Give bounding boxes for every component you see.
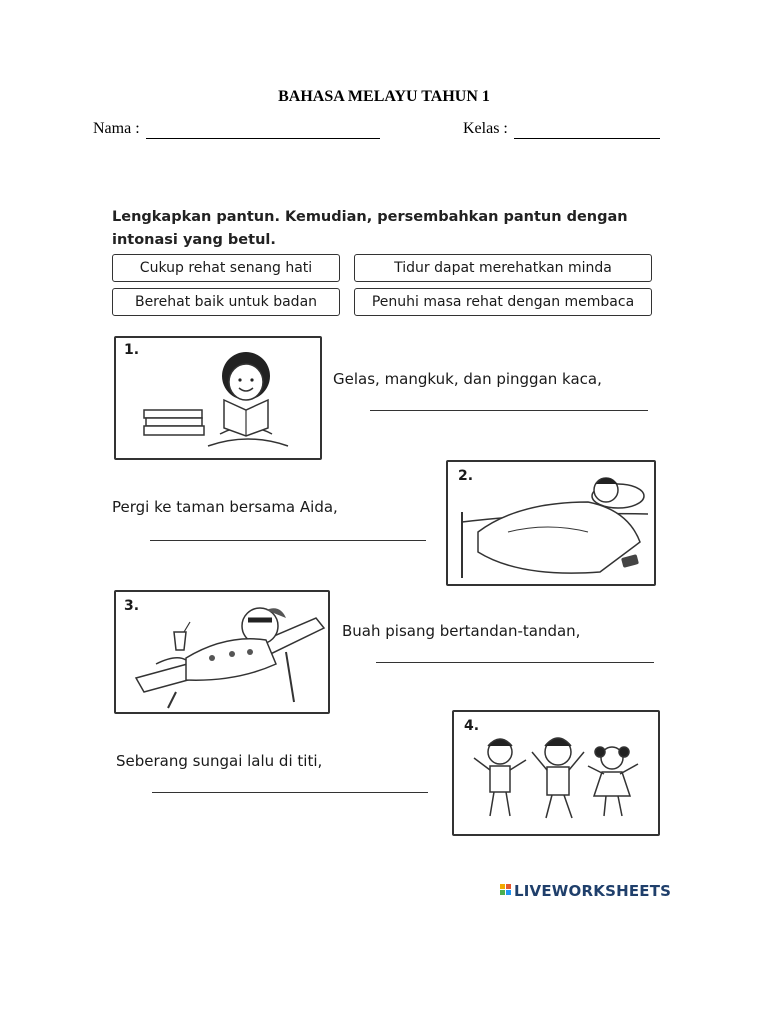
pantun-line-3: Buah pisang bertandan-tandan,	[342, 622, 581, 640]
man-relaxing-illustration	[116, 592, 328, 712]
pantun-line-2: Pergi ke taman bersama Aida,	[112, 498, 338, 516]
instruction-text: Lengkapkan pantun. Kemudian, persembahkan pantun dengan intonasi yang betul.	[112, 209, 628, 248]
option-card: Tidur dapat merehatkan minda	[354, 254, 652, 282]
kelas-field-line[interactable]	[514, 138, 660, 139]
item-number: 3.	[124, 598, 140, 614]
picture-girl-reading	[114, 336, 322, 460]
option-card: Berehat baik untuk badan	[112, 288, 340, 316]
liveworksheets-brand: LIVEWORKSHEETS	[514, 882, 672, 900]
page-title: BAHASA MELAYU TAHUN 1	[278, 88, 490, 105]
item-number: 1.	[124, 342, 140, 358]
answer-line-4[interactable]	[152, 792, 428, 793]
answer-line-1[interactable]	[370, 410, 648, 411]
children-illustration	[454, 712, 658, 834]
nama-label: Nama :	[93, 120, 140, 137]
pantun-line-4: Seberang sungai lalu di titi,	[116, 752, 323, 770]
answer-line-2[interactable]	[150, 540, 426, 541]
boy-sleeping-illustration	[448, 462, 654, 584]
item-number: 2.	[458, 468, 474, 484]
nama-field-line[interactable]	[146, 138, 380, 139]
picture-children-playing	[452, 710, 660, 836]
kelas-label: Kelas :	[463, 120, 508, 137]
picture-boy-sleeping	[446, 460, 656, 586]
option-card: Penuhi masa rehat dengan membaca	[354, 288, 652, 316]
item-number: 4.	[464, 718, 480, 734]
liveworksheets-logo-icon	[500, 884, 512, 896]
pantun-line-1: Gelas, mangkuk, dan pinggan kaca,	[333, 370, 602, 388]
girl-reading-illustration	[116, 338, 320, 458]
answer-line-3[interactable]	[376, 662, 654, 663]
option-card: Cukup rehat senang hati	[112, 254, 340, 282]
picture-man-relaxing	[114, 590, 330, 714]
